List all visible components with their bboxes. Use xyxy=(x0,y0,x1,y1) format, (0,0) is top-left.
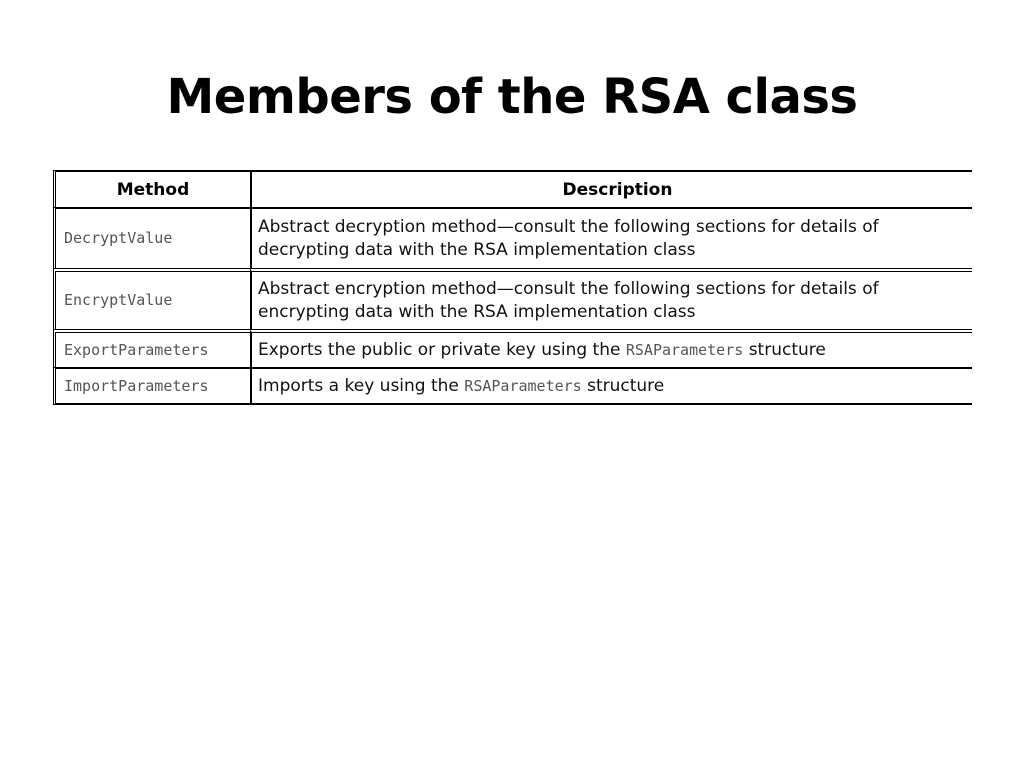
description-cell xyxy=(250,207,972,268)
description-cell xyxy=(250,268,972,329)
method-cell: ExportParameters xyxy=(53,329,250,367)
description-column-header: Description xyxy=(250,170,972,207)
code-inline: RSAParameters xyxy=(625,340,744,359)
table-row xyxy=(53,268,972,329)
description-cell xyxy=(250,367,972,405)
description-line: decrypting data with the RSA implementation class xyxy=(258,239,696,260)
method-cell: EncryptValue xyxy=(53,268,250,329)
description-line: Abstract decryption method—consult the following sections for details of xyxy=(258,216,879,237)
description-line: Abstract encryption method—consult the following sections for details of xyxy=(258,278,879,299)
method-cell: DecryptValue xyxy=(53,207,250,268)
table-row xyxy=(53,367,972,405)
method-column-header: Method xyxy=(53,170,250,207)
description-text: structure xyxy=(748,339,826,360)
description-text: Imports a key using the xyxy=(258,375,459,396)
method-cell: ImportParameters xyxy=(53,367,250,405)
table-header-row xyxy=(53,170,972,207)
description-line: encrypting data with the RSA implementation class xyxy=(258,301,696,322)
members-table xyxy=(53,170,972,405)
description-text: Exports the public or private key using the xyxy=(258,339,621,360)
code-inline: RSAParameters xyxy=(464,376,582,395)
description-cell xyxy=(250,329,972,367)
table-row xyxy=(53,329,972,367)
members-table-container xyxy=(53,170,972,410)
description-text: structure xyxy=(587,375,665,396)
slide-title: Members of the RSA class xyxy=(166,69,858,125)
table-row xyxy=(53,207,972,268)
